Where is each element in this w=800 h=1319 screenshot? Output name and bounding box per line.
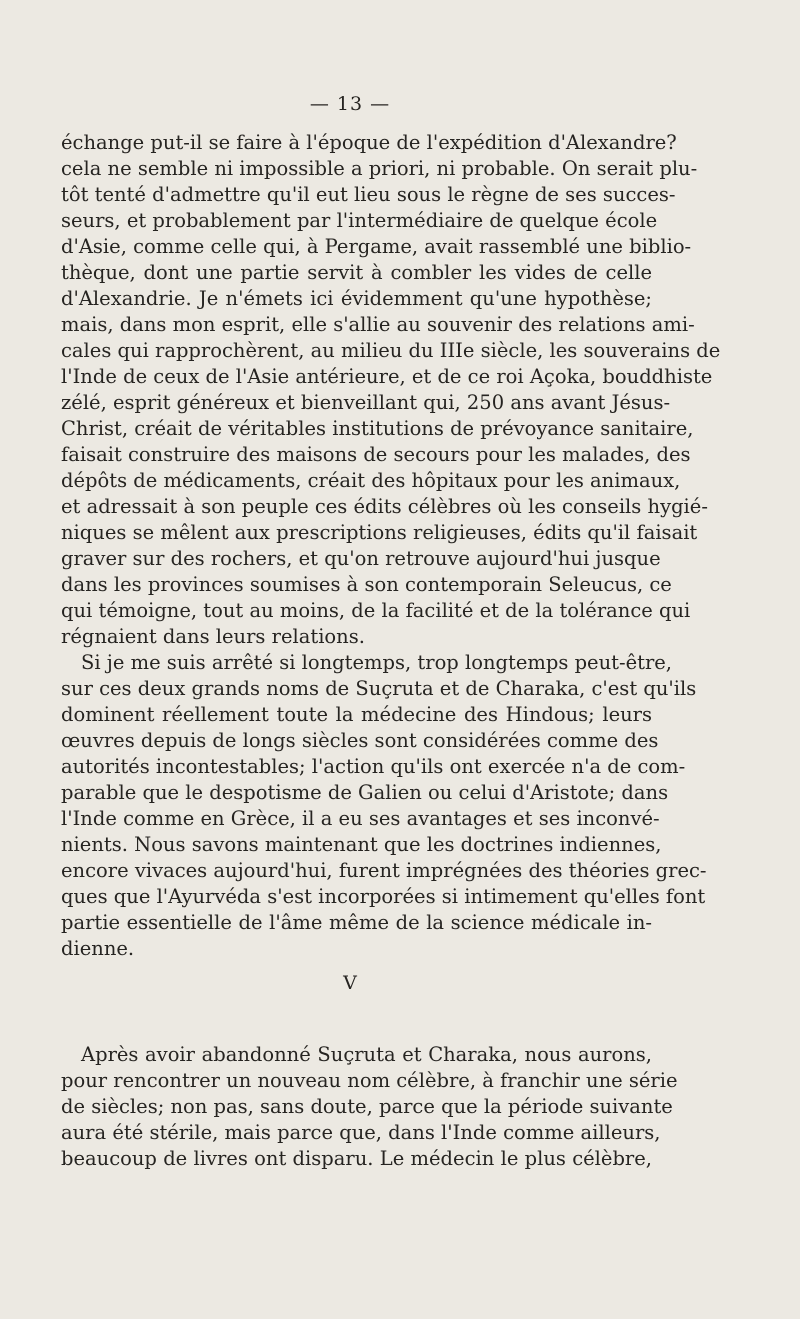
text-line: Si je me suis arrêté si longtemps, trop longtemps peut-être, bbox=[81, 651, 673, 674]
text-line: parable que le despotisme de Galien ou celui d'Aristote; dans bbox=[61, 781, 669, 804]
text-line: tôt tenté d'admettre qu'il eut lieu sous le règne de ses succes- bbox=[61, 183, 676, 206]
text-line: œuvres depuis de longs siècles sont considérées comme des bbox=[61, 729, 659, 752]
text-line: dépôts de médicaments, créait des hôpitaux pour les animaux, bbox=[61, 469, 681, 492]
text-line: thèque, dont une partie servit à combler les vides de celle bbox=[61, 261, 652, 284]
section-heading: V bbox=[343, 972, 357, 994]
text-line: dienne. bbox=[61, 937, 135, 960]
text-line: de siècles; non pas, sans doute, parce que la période suivante bbox=[61, 1095, 673, 1118]
text-line: l'Inde comme en Grèce, il a eu ses avantages et ses inconvé- bbox=[61, 807, 660, 830]
text-line: sur ces deux grands noms de Suçruta et de Charaka, c'est qu'ils bbox=[61, 677, 697, 700]
text-line: graver sur des rochers, et qu'on retrouve aujourd'hui jusque bbox=[61, 547, 661, 570]
text-line: d'Alexandrie. Je n'émets ici évidemment qu'une hypothèse; bbox=[61, 287, 652, 310]
text-line: ques que l'Ayurvéda s'est incorporées si intimement qu'elles font bbox=[61, 885, 706, 908]
text-line: échange put-il se faire à l'époque de l'expédition d'Alexandre? bbox=[61, 131, 677, 154]
text-line: encore vivaces aujourd'hui, furent imprégnées des théories grec- bbox=[61, 859, 707, 882]
text-line: beaucoup de livres ont disparu. Le médecin le plus célèbre, bbox=[61, 1147, 652, 1170]
text-line: d'Asie, comme celle qui, à Pergame, avait rassemblé une biblio- bbox=[61, 235, 692, 258]
text-line: régnaient dans leurs relations. bbox=[61, 625, 365, 648]
text-line: dominent réellement toute la médecine des Hindous; leurs bbox=[61, 703, 652, 726]
text-line: seurs, et probablement par l'intermédiaire de quelque école bbox=[61, 209, 658, 232]
text-line: niques se mêlent aux prescriptions religieuses, édits qu'il faisait bbox=[61, 521, 698, 544]
text-line: partie essentielle de l'âme même de la science médicale in- bbox=[61, 911, 652, 934]
text-line: Christ, créait de véritables institutions de prévoyance sanitaire, bbox=[61, 417, 694, 440]
text-line: cales qui rapprochèrent, au milieu du IIIe siècle, les souverains de bbox=[61, 339, 721, 362]
text-line: et adressait à son peuple ces édits célèbres où les conseils hygié- bbox=[61, 495, 708, 518]
text-line: dans les provinces soumises à son contemporain Seleucus, ce bbox=[61, 573, 672, 596]
text-line: mais, dans mon esprit, elle s'allie au souvenir des relations ami- bbox=[61, 313, 695, 336]
text-line: autorités incontestables; l'action qu'ils ont exercée n'a de com- bbox=[61, 755, 686, 778]
text-line: aura été stérile, mais parce que, dans l'Inde comme ailleurs, bbox=[61, 1121, 661, 1144]
page-number: — 13 — bbox=[309, 93, 391, 115]
text-line: cela ne semble ni impossible a priori, ni probable. On serait plu- bbox=[61, 157, 698, 180]
text-line: qui témoigne, tout au moins, de la facilité et de la tolérance qui bbox=[61, 599, 691, 622]
text-line: zélé, esprit généreux et bienveillant qui, 250 ans avant Jésus- bbox=[61, 391, 671, 414]
text-line: l'Inde de ceux de l'Asie antérieure, et de ce roi Açoka, bouddhiste bbox=[61, 365, 713, 388]
text-line: pour rencontrer un nouveau nom célèbre, à franchir une série bbox=[61, 1069, 678, 1092]
text-line: nients. Nous savons maintenant que les doctrines indiennes, bbox=[61, 833, 662, 856]
text-line: Après avoir abandonné Suçruta et Charaka, nous aurons, bbox=[81, 1043, 652, 1066]
text-line: faisait construire des maisons de secours pour les malades, des bbox=[61, 443, 691, 466]
